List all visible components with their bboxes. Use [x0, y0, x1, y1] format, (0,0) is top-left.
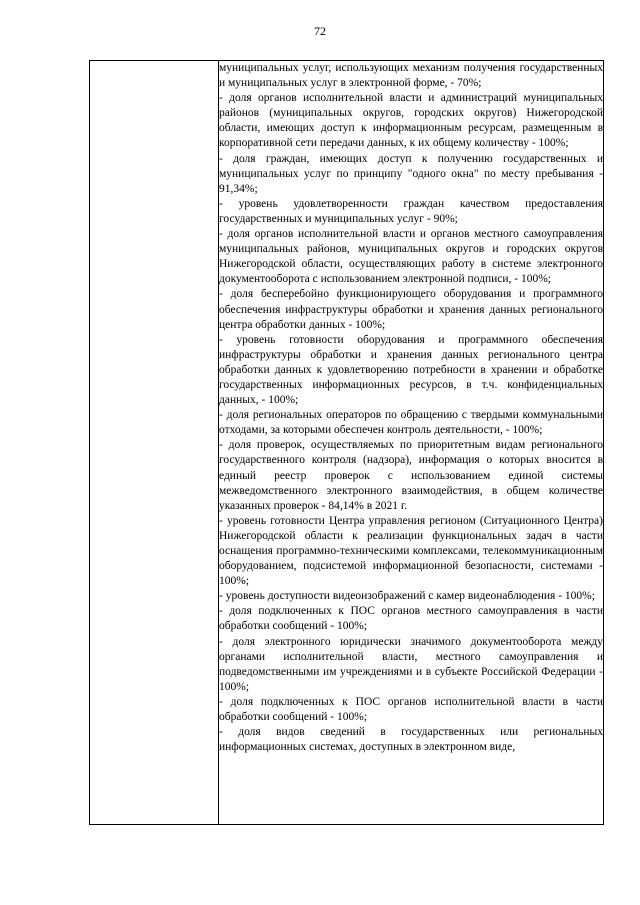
list-item: - доля подключенных к ПОС органов местного самоуправления в части обработки сообщений - 100%;	[219, 605, 603, 633]
list-item: - доля граждан, имеющих доступ к получению государственных и муниципальных услуг по принципу "одного окна" по месту пребывания - 91,34%;	[219, 152, 603, 195]
list-item: - доля проверок, осуществляемых по приоритетным видам регионального государственного контроля (надзора), информация о которых вносится в единый реестр проверок с использованием единой системы межведомственного электронного взаимодействия, в общем количестве указанных проверок - 84,14% в 2021 г.	[219, 439, 603, 512]
list-item: - доля органов исполнительной власти и органов местного самоуправления муниципальных районов, муниципальных округов и городских округов Нижегородской области, осуществляющих работу в системе электронного документооборота с использованием электронной подписи, - 100%;	[219, 228, 603, 286]
table-row	[90, 61, 604, 825]
list-item: - доля органов исполнительной власти и администраций муниципальных районов (муниципальных округов, городских округов) Нижегородской области, имеющих доступ к информационным ресурсам, размещенным в корпоративной сети передачи данных, к их общему количеству - 100%;	[219, 92, 603, 150]
list-item: - доля электронного юридически значимого документооборота между органами исполнительной власти, местного самоуправления и подведомственными им учреждениями и в субъекте Российской Федерации - 100%;	[219, 635, 603, 693]
list-item: - доля бесперебойно функционирующего оборудования и программного обеспечения инфраструктуры обработки и хранения данных регионального центра обработки данных - 100%;	[219, 288, 603, 331]
indicators-table	[89, 60, 604, 825]
page-number: 72	[314, 24, 326, 38]
table-cell-left	[90, 61, 219, 825]
list-item: муниципальных услуг, использующих механизм получения государственных и муниципальных услуг в электронной форме, - 70%;	[219, 62, 603, 90]
list-item: - доля видов сведений в государственных или региональных информационных системах, доступных в электронном виде,	[219, 726, 603, 754]
list-item: - уровень готовности оборудования и программного обеспечения инфраструктуры обработки и хранения данных регионального центра обработки данных к удовлетворению потребности в хранении и обработке государственных информационных ресурсов, в т.ч. конфиденциальных данных, - 100%;	[219, 333, 603, 407]
list-item: - уровень готовности Центра управления регионом (Ситуационного Центра) Нижегородской области к реализации функциональных задач в части оснащения программно-техническими комплексами, телекоммуникационным оборудованием, подсистемой информационной безопасности, системами - 100%;	[219, 514, 603, 588]
list-item: - доля подключенных к ПОС органов исполнительной власти в части обработки сообщений - 100%;	[219, 695, 603, 724]
indicator-list	[219, 61, 603, 755]
list-item: - уровень удовлетворенности граждан качеством предоставления государственных и муниципальных услуг - 90%;	[219, 197, 603, 225]
list-item: - уровень доступности видеоизображений с камер видеонаблюдения - 100%;	[219, 590, 595, 603]
table-cell-right	[219, 61, 604, 825]
list-item: - доля региональных операторов по обращению с твердыми коммунальными отходами, за которыми обеспечен контроль деятельности, - 100%;	[219, 409, 603, 437]
